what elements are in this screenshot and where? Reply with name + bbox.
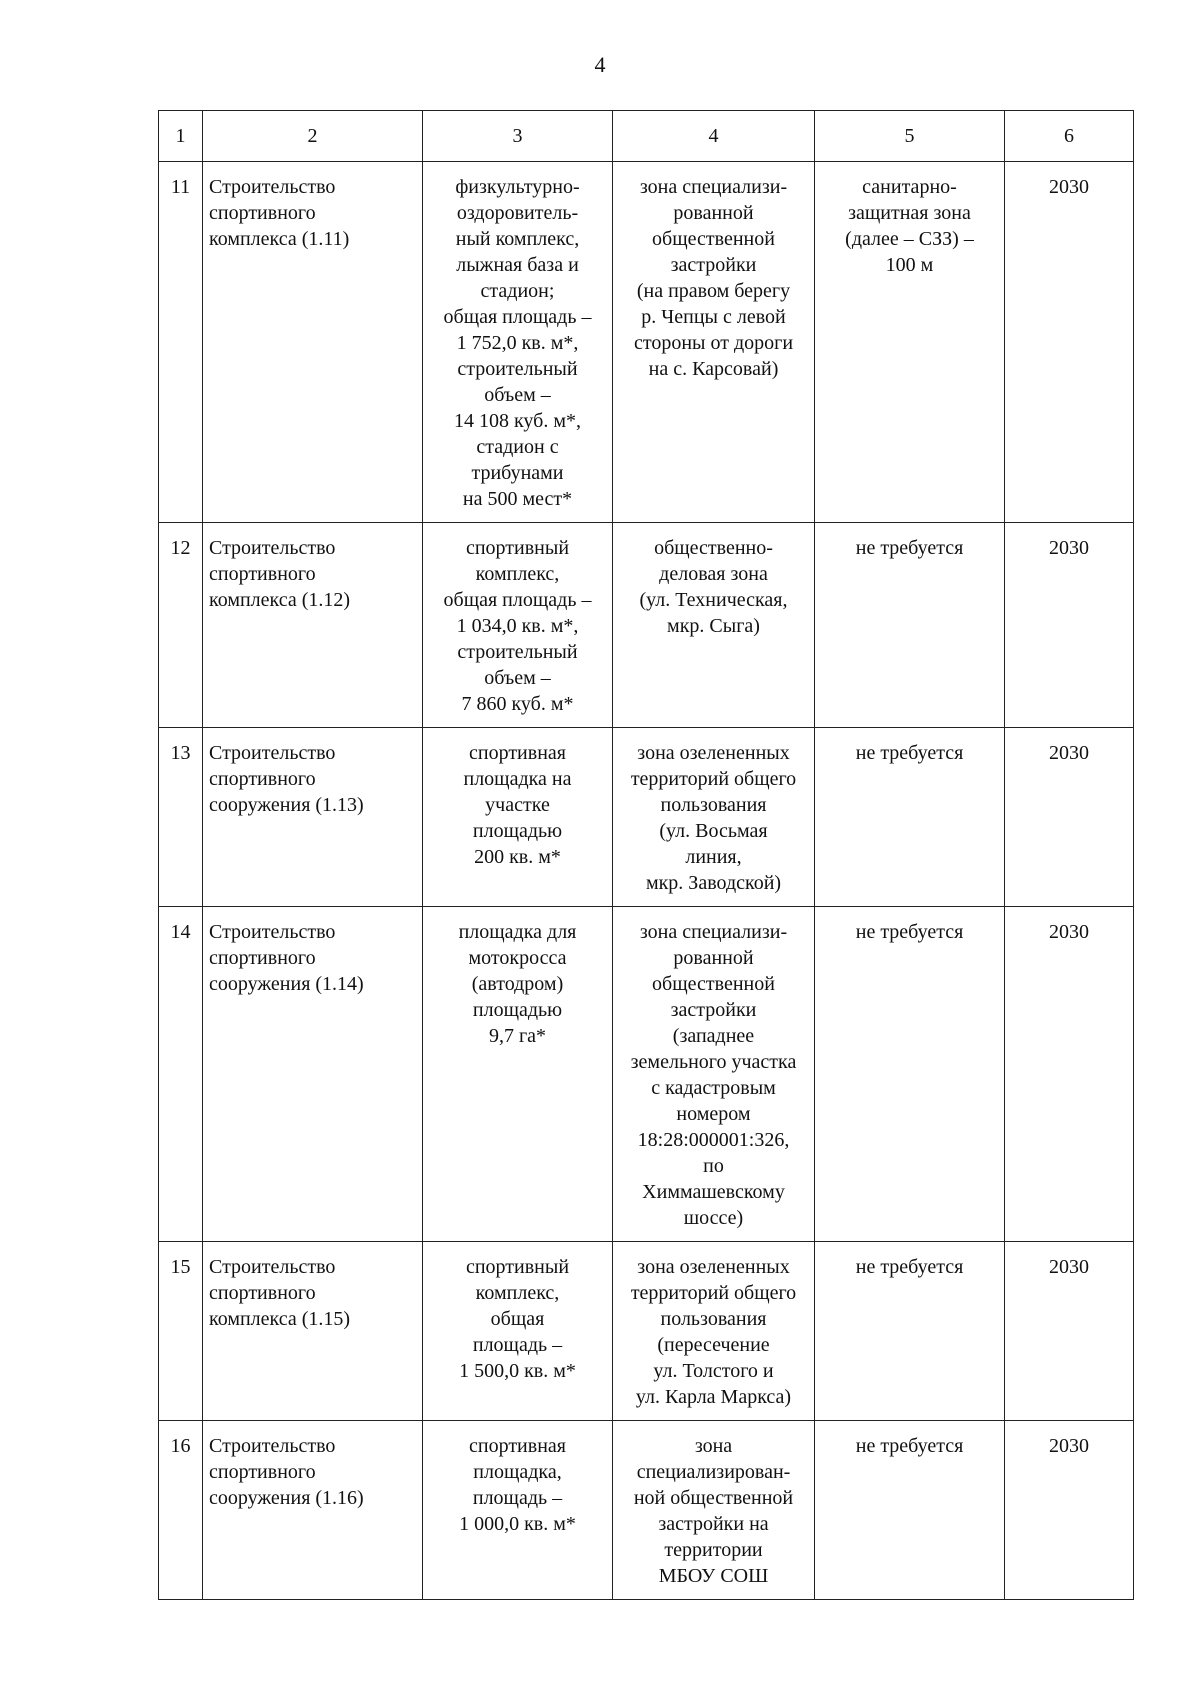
header-cell: 3 [423,111,613,162]
object-description: физкультурно- оздоровитель- ный комплекс, лыжная база и стадион; общая площадь – 1 752,0 кв. м*, строительный объем – 14 108 куб. м*, стадион с трибунами на 500 мест* [423,162,613,523]
table-row [159,523,1134,728]
object-name: Строительство спортивного сооружения (1.14) [203,907,423,1242]
table-row [159,162,1134,523]
header-cell: 6 [1005,111,1134,162]
planning-table [158,110,1134,1600]
object-description: спортивная площадка на участке площадью 200 кв. м* [423,728,613,907]
object-location: общественно- деловая зона (ул. Техническая, мкр. Сыга) [613,523,815,728]
object-location: зона специализи- рованной общественной застройки (западнее земельного участка с кадастровым номером 18:28:000001:326, по Химмашевскому шоссе) [613,907,815,1242]
object-name: Строительство спортивного комплекса (1.11) [203,162,423,523]
object-location: зона специализирован- ной общественной застройки на территории МБОУ СОШ [613,1421,815,1600]
object-description: спортивная площадка, площадь – 1 000,0 кв. м* [423,1421,613,1600]
table-row [159,1421,1134,1600]
row-number: 14 [159,907,203,1242]
row-number: 16 [159,1421,203,1600]
object-name: Строительство спортивного комплекса (1.12) [203,523,423,728]
object-name: Строительство спортивного комплекса (1.15) [203,1242,423,1421]
object-name: Строительство спортивного сооружения (1.13) [203,728,423,907]
protection-zone: не требуется [815,1421,1005,1600]
table-header-row [159,111,1134,162]
protection-zone: санитарно- защитная зона (далее – СЗЗ) – 100 м [815,162,1005,523]
table-row [159,907,1134,1242]
header-cell: 4 [613,111,815,162]
protection-zone: не требуется [815,728,1005,907]
row-number: 11 [159,162,203,523]
protection-zone: не требуется [815,523,1005,728]
header-cell: 1 [159,111,203,162]
table-row [159,728,1134,907]
row-number: 13 [159,728,203,907]
object-name: Строительство спортивного сооружения (1.16) [203,1421,423,1600]
row-number: 12 [159,523,203,728]
object-description: площадка для мотокросса (автодром) площадью 9,7 га* [423,907,613,1242]
protection-zone: не требуется [815,907,1005,1242]
object-location: зона озелененных территорий общего пользования (пересечение ул. Толстого и ул. Карла Маркса) [613,1242,815,1421]
page-number: 4 [594,52,606,77]
completion-year: 2030 [1005,1421,1134,1600]
completion-year: 2030 [1005,1242,1134,1421]
row-number: 15 [159,1242,203,1421]
table-row [159,1242,1134,1421]
object-location: зона озелененных территорий общего пользования (ул. Восьмая линия, мкр. Заводской) [613,728,815,907]
object-description: спортивный комплекс, общая площадь – 1 034,0 кв. м*, строительный объем – 7 860 куб. м* [423,523,613,728]
header-cell: 5 [815,111,1005,162]
completion-year: 2030 [1005,907,1134,1242]
header-cell: 2 [203,111,423,162]
completion-year: 2030 [1005,728,1134,907]
object-description: спортивный комплекс, общая площадь – 1 500,0 кв. м* [423,1242,613,1421]
completion-year: 2030 [1005,162,1134,523]
object-location: зона специализи- рованной общественной застройки (на правом берегу р. Чепцы с левой стороны от дороги на с. Карсовай) [613,162,815,523]
protection-zone: не требуется [815,1242,1005,1421]
completion-year: 2030 [1005,523,1134,728]
